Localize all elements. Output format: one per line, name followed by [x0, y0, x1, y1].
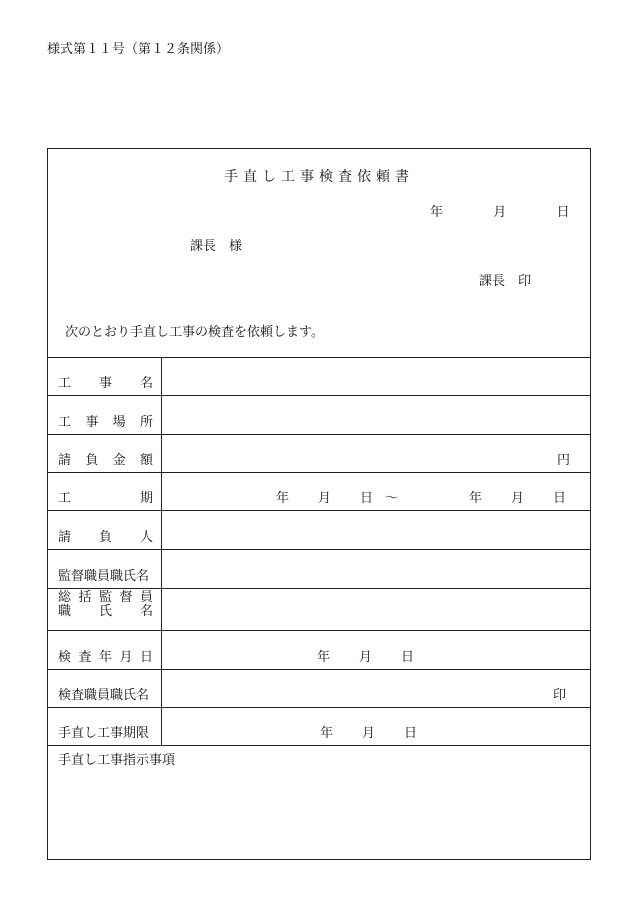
label-work-site: 工 事 場 所 — [58, 415, 153, 430]
request-date — [430, 201, 570, 220]
value-contract-amount[interactable] — [162, 435, 590, 472]
label-inspection-date: 検 査 年 月 日 — [58, 650, 153, 665]
deadline-month: 月 — [362, 726, 376, 741]
addressee: 課長 様 — [190, 239, 243, 254]
value-inspector[interactable] — [162, 670, 590, 707]
yen-unit: 円 — [556, 453, 570, 468]
request-statement: 次のとおり手直し工事の検査を依頼します。 — [65, 325, 324, 340]
deadline-year: 年 — [320, 726, 334, 741]
inspection-month: 月 — [359, 650, 373, 665]
value-contractor[interactable] — [162, 511, 590, 549]
label-deadline: 手直し工事期限 — [58, 726, 150, 741]
inspector-seal: 印 — [552, 688, 566, 703]
row-work-period — [48, 473, 590, 511]
label-contractor: 請 負 人 — [58, 530, 153, 545]
period-start-year: 年 — [276, 491, 290, 506]
period-start-month: 月 — [318, 491, 332, 506]
label-work-name: 工 事 名 — [58, 376, 153, 391]
value-work-name[interactable] — [162, 357, 590, 395]
row-inspector — [48, 670, 590, 708]
row-contract-amount — [48, 435, 590, 473]
row-work-site — [48, 396, 590, 435]
value-work-site[interactable] — [162, 396, 590, 434]
label-work-period: 工 期 — [58, 491, 153, 506]
row-work-name — [48, 357, 590, 396]
form-frame — [47, 148, 591, 860]
deadline-day: 日 — [404, 726, 418, 741]
label-inspector: 検査職員職氏名 — [58, 688, 150, 703]
label-supervisor: 監督職員職氏名 — [58, 569, 150, 584]
row-chief-supervisor — [48, 589, 590, 631]
value-deadline[interactable] — [162, 708, 590, 745]
row-contractor — [48, 511, 590, 550]
value-supervisor[interactable] — [162, 550, 590, 588]
label-chief-supervisor: 総 括 監 督 員 職 氏 名 — [58, 590, 153, 619]
period-end-month: 月 — [511, 491, 525, 506]
row-deadline — [48, 708, 590, 746]
request-header — [48, 149, 590, 358]
instructions-block[interactable] — [48, 746, 590, 859]
label-instructions: 手直し工事指示事項 — [58, 753, 176, 768]
row-inspection-date — [48, 631, 590, 670]
document-title: 手直し工事検査依頼書 — [224, 169, 414, 185]
date-year: 年 — [430, 205, 444, 220]
period-end-day: 日 — [553, 491, 567, 506]
date-day: 日 — [556, 205, 570, 220]
label-contract-amount: 請 負 金 額 — [58, 453, 153, 468]
value-chief-supervisor[interactable] — [162, 589, 590, 630]
period-end-year: 年 — [469, 491, 483, 506]
row-supervisor — [48, 550, 590, 589]
value-work-period[interactable] — [162, 473, 590, 510]
value-inspection-date[interactable] — [162, 631, 590, 669]
form-number: 様式第１１号（第１２条関係） — [47, 42, 230, 57]
inspection-year: 年 — [317, 650, 331, 665]
issuer-seal: 課長 印 — [479, 274, 532, 289]
period-start-day: 日 — [360, 491, 374, 506]
date-month: 月 — [493, 205, 507, 220]
inspection-day: 日 — [401, 650, 415, 665]
period-tilde: ～ — [385, 491, 399, 506]
